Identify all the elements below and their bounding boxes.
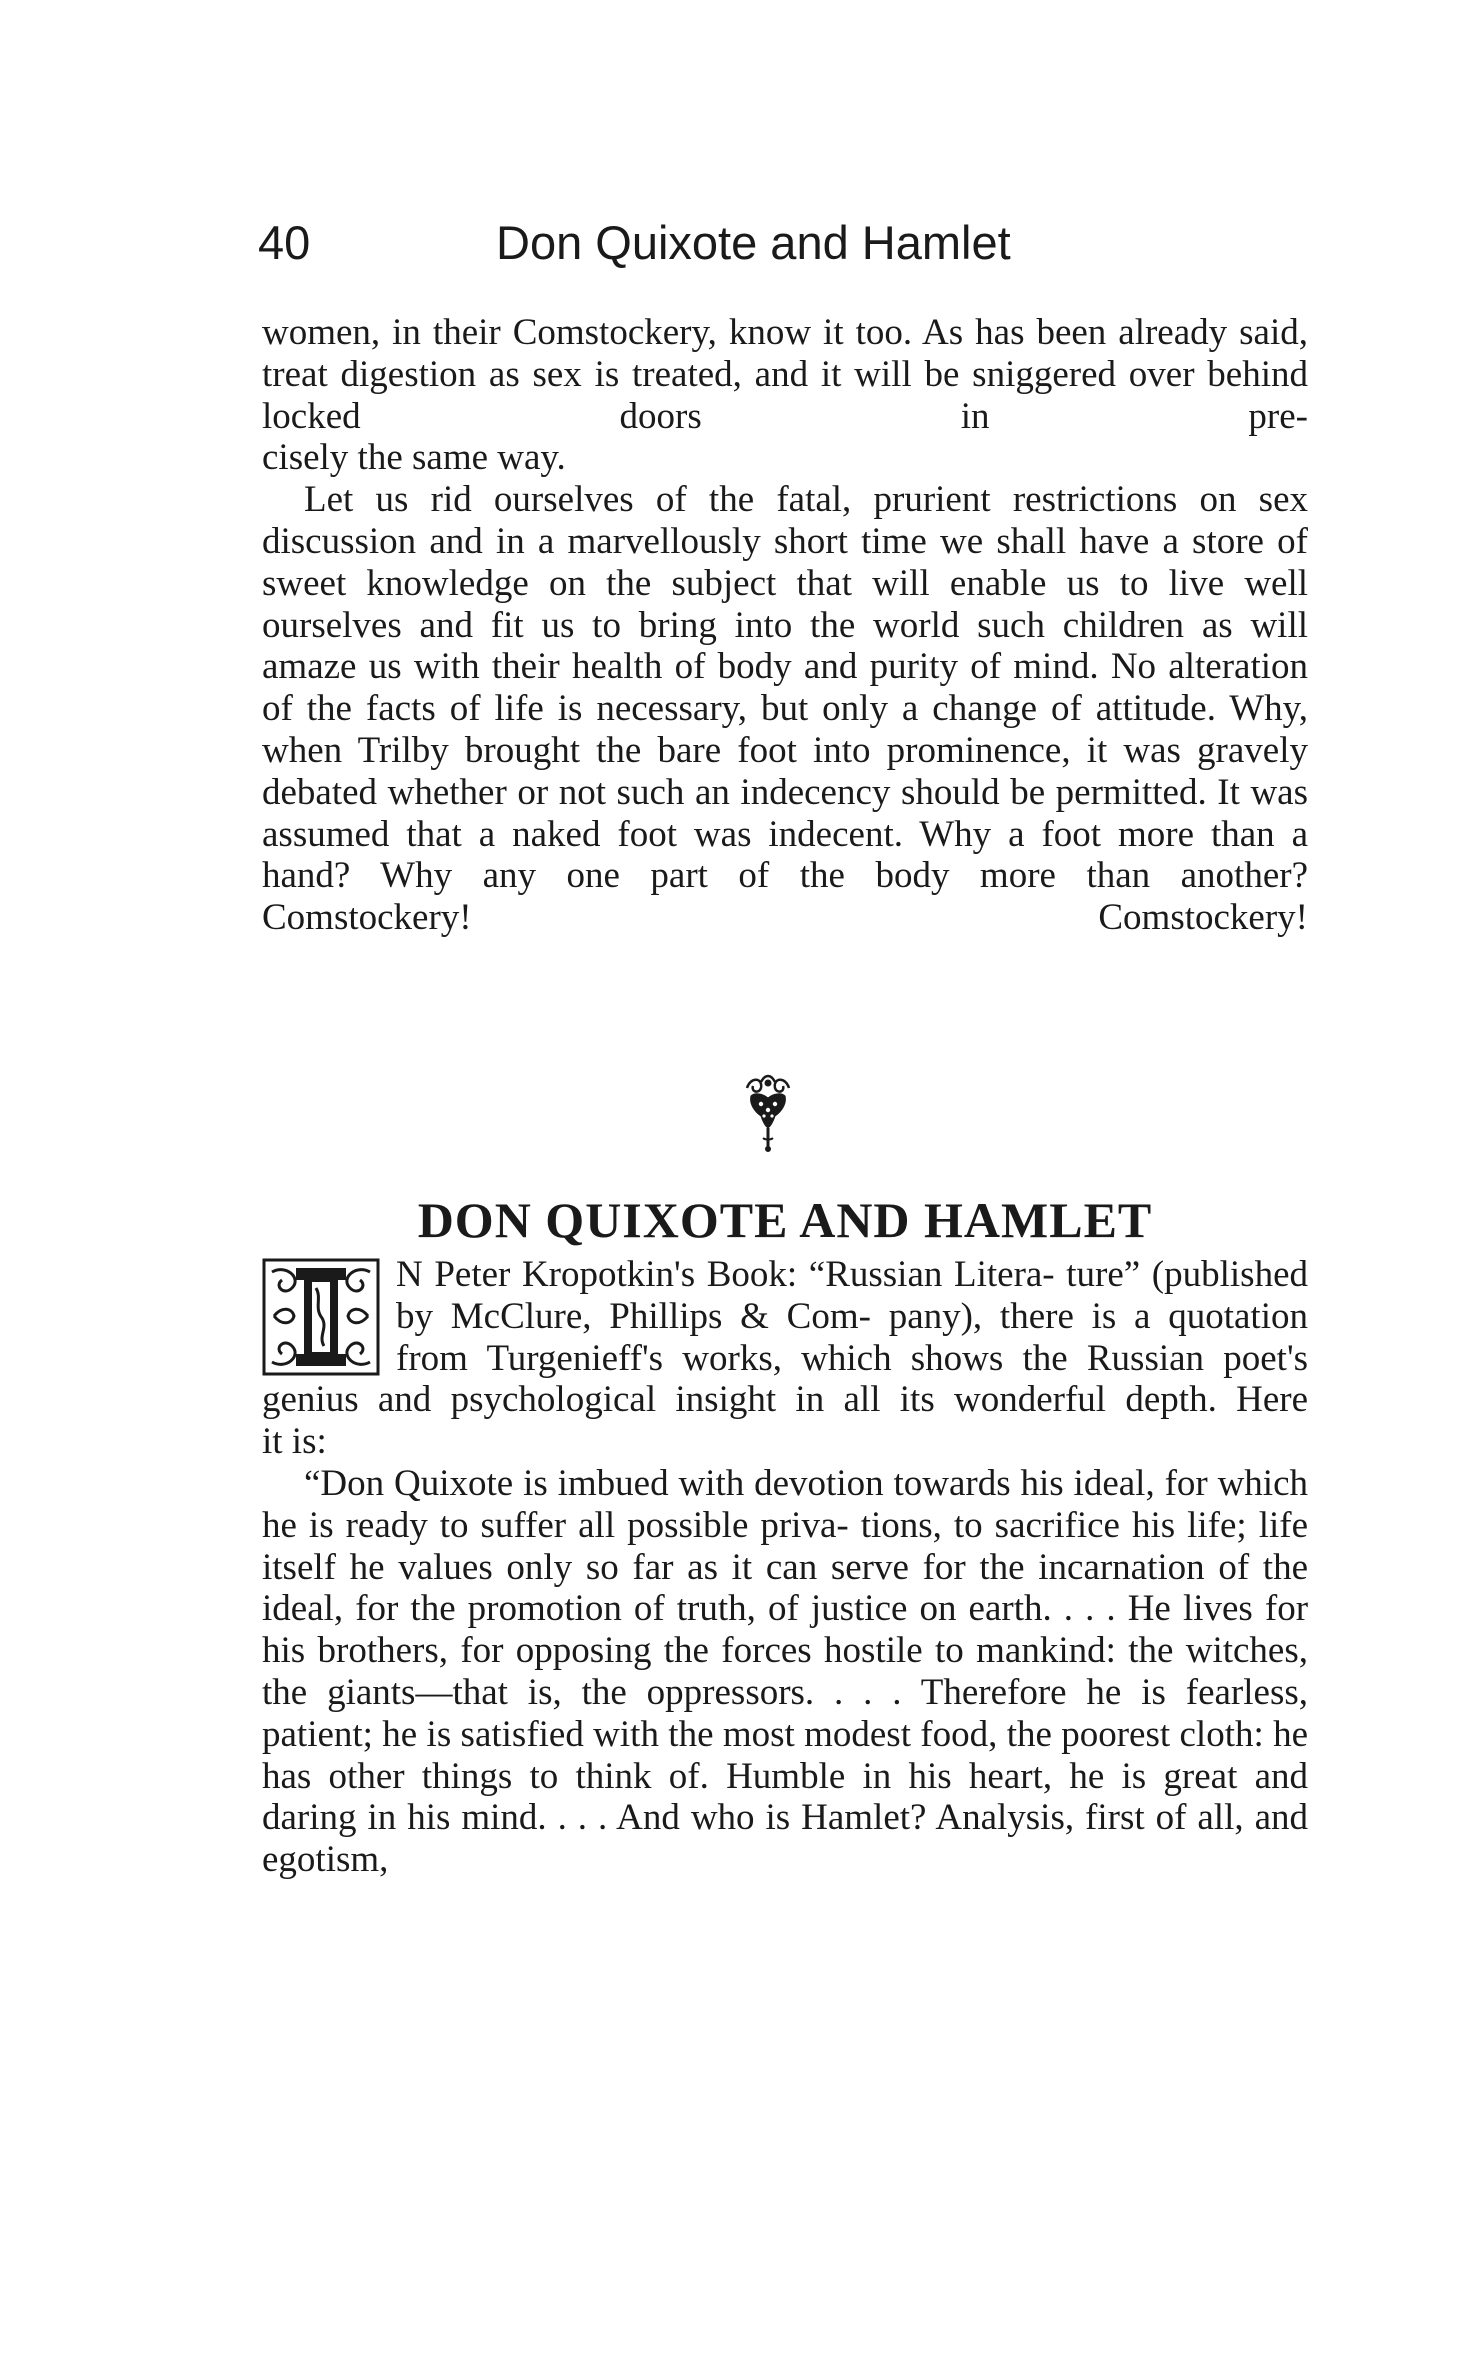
text-line: tions, to sacrifice his life; life itself he values only so — [262, 1504, 1308, 1588]
text-line: pany), there is a quotation from Turgenieff's — [396, 1295, 1308, 1379]
text-line: it will be sniggered over behind locked doors in pre- — [262, 353, 1308, 437]
running-head — [258, 208, 1308, 278]
text-line: the promotion of truth, of justice on earth. . . . He — [410, 1588, 1171, 1630]
paragraph-2 — [262, 479, 1308, 939]
text-line: a foot more than a hand? Why any one part of the — [262, 813, 1309, 897]
section-1-text — [262, 312, 1308, 939]
text-line: bare foot into prominence, it was gravely debated — [262, 729, 1308, 813]
text-line: bring into the world such children as will amaze us — [262, 604, 1309, 688]
text-line: cisely the same way. — [262, 437, 566, 479]
text-line: women, in their Comstockery, know it too. As has — [262, 312, 1025, 353]
floral-ornament-icon — [741, 1074, 795, 1152]
text-line: that will enable us to live well ourselves and fit us to — [262, 562, 1309, 646]
text-line: oppressors. . . . Therefore he is fearless, patient; he — [262, 1671, 1309, 1755]
text-line: psychological insight in all its wonderful depth. Here — [450, 1379, 1308, 1421]
text-line: Let us rid ourselves of the fatal, prurient restrictions — [304, 479, 1178, 521]
text-line: change of attitude. Why, when Trilby brought the — [262, 688, 1309, 771]
running-title: Don Quixote and Hamlet — [496, 216, 1011, 269]
text-line: cloth: he has other things to think of. Humble in — [262, 1713, 1309, 1797]
text-line: works, which shows the Russian poet's genius and — [262, 1337, 1309, 1421]
text-line: far as it can serve for the incarnation of the ideal, for — [262, 1546, 1309, 1630]
text-line: “Don Quixote is imbued with devotion towards his — [304, 1462, 1064, 1504]
text-line: on sex discussion and in a marvellously short time we — [262, 479, 1308, 562]
text-line: with their health of body and purity of mind. No — [413, 646, 1157, 688]
text-line: ideal, for which he is ready to suffer all possible priva- — [262, 1462, 1309, 1546]
paragraph-4 — [262, 1463, 1308, 1881]
text-line: whether or not such an indecency should be permitted. — [387, 771, 1207, 813]
text-line: his heart, he is great and daring in his mind. . . . And — [262, 1755, 1309, 1839]
text-line: it is: — [262, 1421, 327, 1463]
section-2-text — [262, 1254, 1308, 1881]
text-line: to mankind: the witches, the giants—that is, the — [262, 1630, 1308, 1713]
text-line: shall have a store of sweet knowledge on the subject — [262, 520, 1308, 604]
page-number: 40 — [258, 216, 311, 269]
text-line: is satisfied with the most modest food, the poorest — [426, 1713, 1171, 1755]
dropcap-initial — [262, 1258, 380, 1376]
paragraph-3-last-line — [262, 1421, 1308, 1463]
floral-ornament-graphic — [741, 1074, 795, 1152]
paragraph-1 — [262, 312, 1308, 437]
text-line: lives for his brothers, for opposing the forces hostile — [262, 1588, 1309, 1672]
paragraph-1-last-line — [262, 437, 1308, 479]
text-line: N Peter Kropotkin's Book: “Russian Litera- — [396, 1254, 1055, 1295]
section-heading: DON QUIXOTE AND HAMLET — [417, 1192, 1153, 1248]
text-line: body more than another? Comstockery! Comstockery! — [262, 855, 1309, 939]
text-line: alteration of the facts of life is necessary, but only a — [262, 646, 1309, 730]
text-line: It was assumed that a naked foot was indecent. Why — [262, 771, 1308, 855]
text-line: who is Hamlet? Analysis, first of all, and egotism, — [262, 1797, 1308, 1881]
paragraph-3 — [262, 1254, 1308, 1421]
text-line: ture” (published by McClure, Phillips & Com- — [396, 1254, 1309, 1337]
text-line: been already said, treat digestion as sex is treated, and — [262, 312, 1308, 395]
